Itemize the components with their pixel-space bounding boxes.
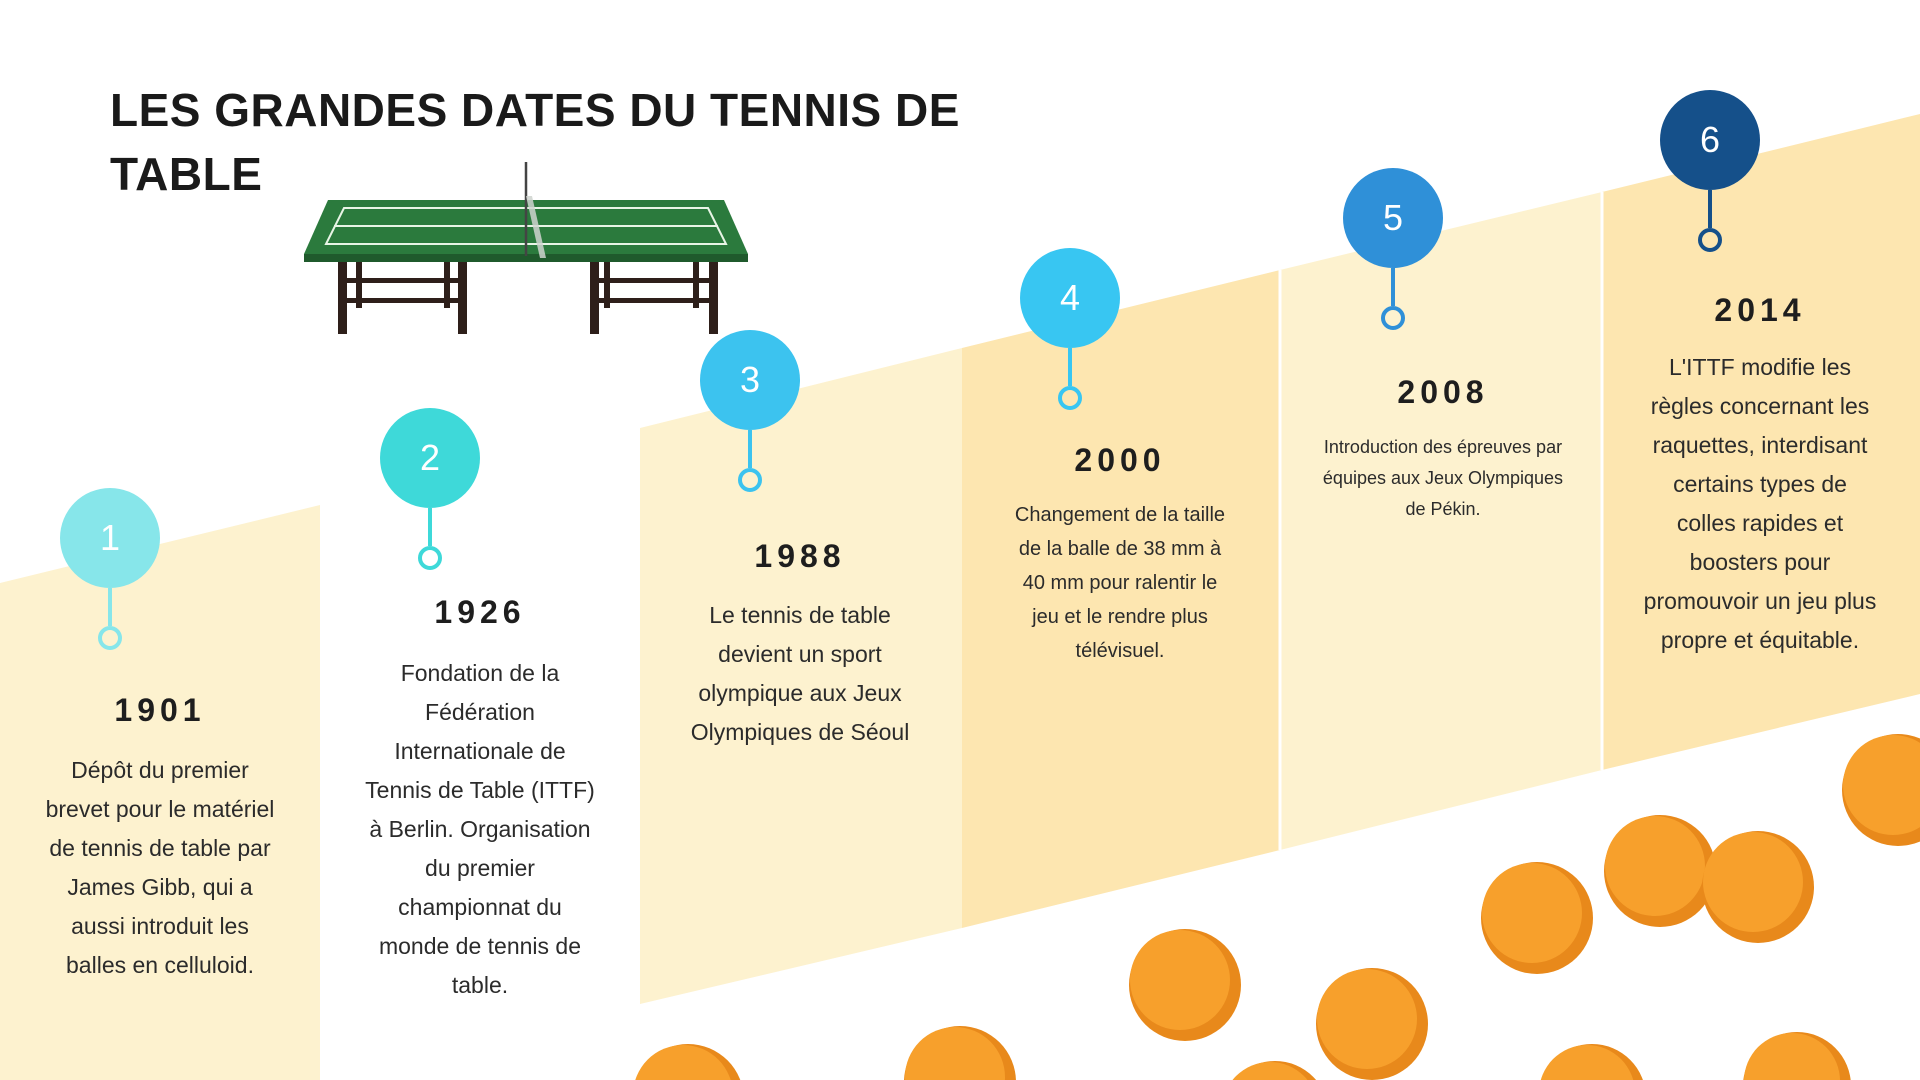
ping-pong-ball-icon	[1842, 734, 1920, 846]
table-crossbar	[599, 278, 709, 283]
marker-ring-icon	[418, 546, 442, 570]
ping-pong-ball-icon	[1316, 968, 1428, 1080]
ball-face	[1539, 1045, 1635, 1080]
ball-face	[1744, 1033, 1840, 1080]
ping-pong-ball-icon	[1481, 862, 1593, 974]
timeline-event-1926	[330, 408, 630, 1048]
page-title: LES GRANDES DATES DU TENNIS DE TABLE	[110, 84, 960, 200]
table-crossbar	[347, 298, 458, 303]
table-leg	[590, 262, 599, 334]
ping-pong-ball-icon	[1743, 1032, 1851, 1080]
table-inner-leg	[444, 262, 450, 308]
event-description: Fondation de la Fédération Internationale de Tennis de Table (ITTF) à Berlin. Organisation du premier championnat du monde de tennis de table.	[365, 660, 595, 998]
ping-pong-ball-icon	[1221, 1061, 1329, 1080]
timeline-marker	[1660, 90, 1760, 252]
marker-ring-icon	[1381, 306, 1405, 330]
event-description: Le tennis de table devient un sport olympique aux Jeux Olympiques de Séoul	[690, 602, 910, 745]
table-leg	[709, 262, 718, 334]
ball-face	[1130, 930, 1230, 1030]
number-badge: 5	[1343, 168, 1443, 268]
ball-face	[1703, 832, 1803, 932]
event-year: 1901	[114, 692, 206, 728]
ping-pong-ball-icon	[1604, 815, 1716, 927]
number-badge: 2	[380, 408, 480, 508]
event-year: 2014	[1714, 292, 1806, 328]
timeline-marker	[700, 330, 800, 492]
ping-pong-table-illustration	[300, 158, 752, 338]
number-badge: 3	[700, 330, 800, 430]
event-description: Dépôt du premier brevet pour le matériel de tennis de table par James Gibb, qui a aussi introduit les balles en celluloid.	[45, 757, 275, 978]
timeline-event-2000	[970, 248, 1270, 688]
number-badge: 6	[1660, 90, 1760, 190]
ping-pong-ball-icon	[632, 1044, 744, 1080]
ball-face	[1605, 816, 1705, 916]
table-crossbar	[347, 278, 458, 283]
timeline-marker	[60, 488, 160, 650]
table-crossbar	[599, 298, 709, 303]
marker-stem	[748, 430, 752, 468]
ball-face	[633, 1045, 733, 1080]
event-description: L'ITTF modifie les règles concernant les raquettes, interdisant certains types de colles rapides et boosters pour promouvoir un jeu plus propre et équitable.	[1643, 354, 1877, 653]
timeline-marker	[380, 408, 480, 570]
timeline-marker	[1020, 248, 1120, 410]
marker-ring-icon	[738, 468, 762, 492]
timeline-event-1988	[650, 330, 950, 800]
marker-stem	[1068, 348, 1072, 386]
marker-ring-icon	[1698, 228, 1722, 252]
ping-pong-ball-icon	[1702, 831, 1814, 943]
timeline-event-2008	[1293, 168, 1593, 588]
timeline-event-2014	[1610, 90, 1910, 710]
event-year: 2000	[1074, 442, 1166, 478]
table-inner-leg	[356, 262, 362, 308]
marker-stem	[428, 508, 432, 546]
event-year: 1988	[754, 538, 846, 574]
ball-face	[1317, 969, 1417, 1069]
timeline-event-1901	[10, 488, 310, 1038]
timeline-marker	[1343, 168, 1443, 330]
event-description: Changement de la taille de la balle de 38 mm à 40 mm pour ralentir le jeu et le rendre plus télévisuel.	[1014, 504, 1226, 662]
number-badge: 1	[60, 488, 160, 588]
marker-ring-icon	[1058, 386, 1082, 410]
table-leg	[338, 262, 347, 334]
ping-pong-ball-icon	[904, 1026, 1016, 1080]
marker-stem	[1391, 268, 1395, 306]
marker-ring-icon	[98, 626, 122, 650]
table-leg	[458, 262, 467, 334]
ping-pong-ball-icon	[1538, 1044, 1646, 1080]
table-inner-leg	[693, 262, 699, 308]
ping-pong-ball-icon	[1129, 929, 1241, 1041]
ball-face	[1482, 863, 1582, 963]
marker-stem	[108, 588, 112, 626]
marker-stem	[1708, 190, 1712, 228]
event-year: 1926	[434, 594, 526, 630]
event-description: Introduction des épreuves par équipes aux Jeux Olympiques de Pékin.	[1322, 437, 1564, 519]
table-inner-leg	[604, 262, 610, 308]
number-badge: 4	[1020, 248, 1120, 348]
event-year: 2008	[1397, 374, 1489, 410]
